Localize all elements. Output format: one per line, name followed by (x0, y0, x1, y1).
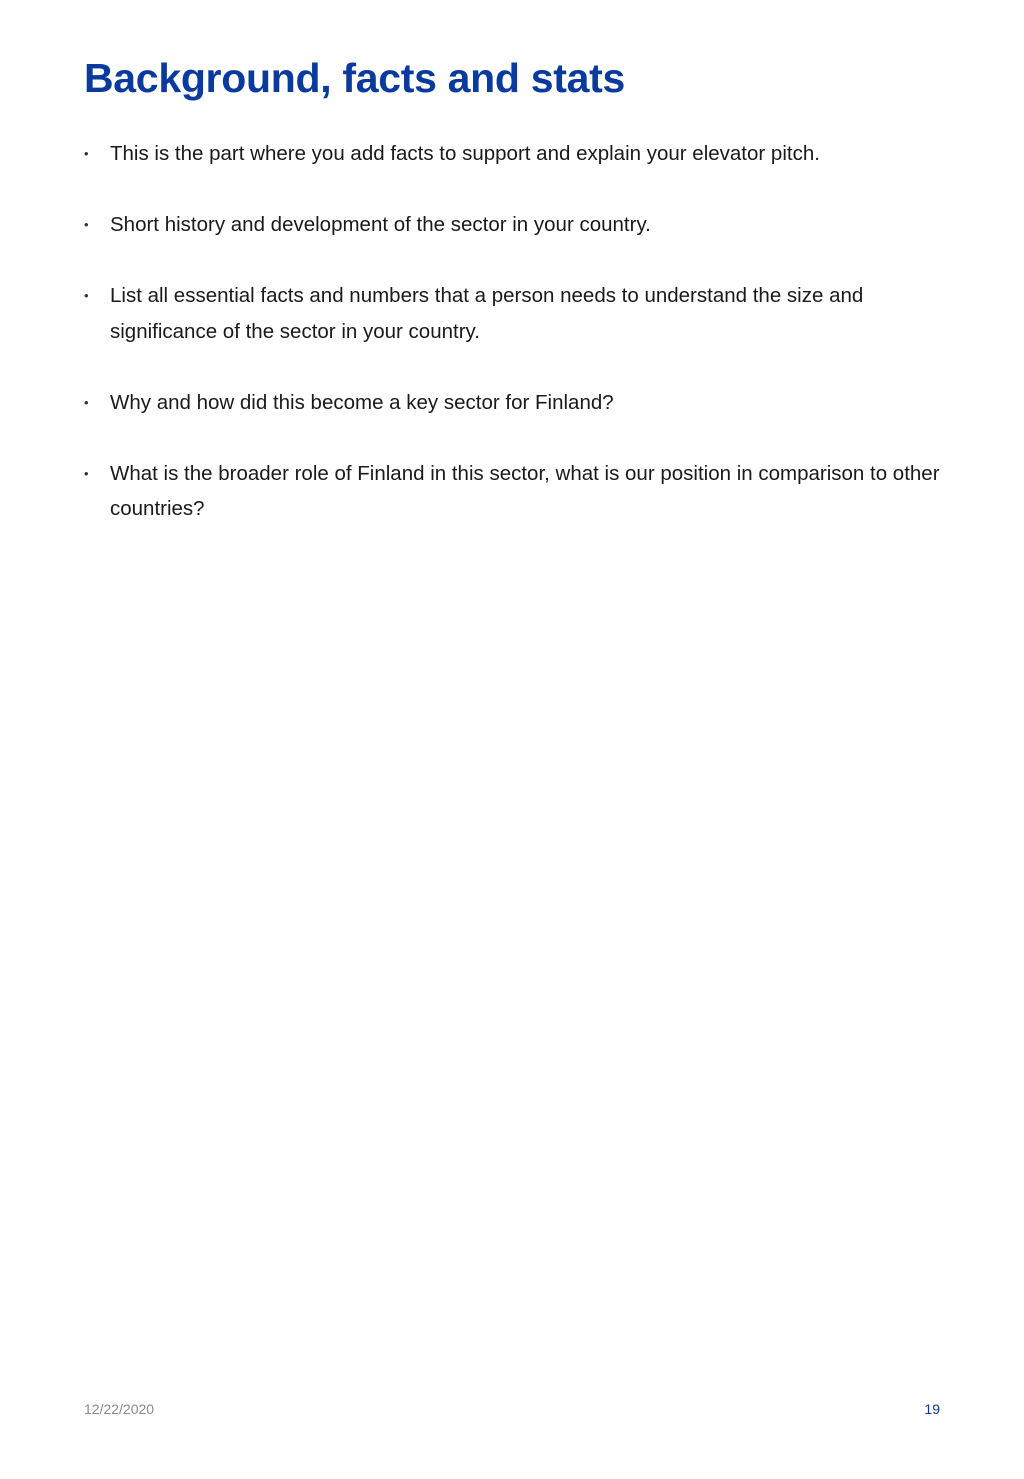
bullet-icon: • (84, 394, 89, 410)
list-item-text: Why and how did this become a key sector for Finland? (110, 390, 614, 414)
list-item-text: Short history and development of the sector in your country. (110, 213, 651, 236)
page-number: 19 (924, 1401, 940, 1417)
list-item-text: List all essential facts and numbers that a person needs to understand the size and significance of the sector in your country. (110, 284, 864, 343)
list-item (84, 278, 954, 349)
list-item (84, 136, 954, 172)
footer-date: 12/22/2020 (84, 1401, 155, 1417)
list-item-text: This is the part where you add facts to support and explain your elevator pitch. (110, 142, 820, 165)
bullet-icon: • (84, 288, 89, 303)
bullet-list (84, 136, 954, 562)
list-item (84, 456, 954, 527)
list-item (84, 385, 954, 421)
bullet-icon: • (84, 465, 89, 481)
page-title: Background, facts and stats (84, 55, 625, 101)
bullet-icon: • (84, 217, 89, 232)
bullet-icon: • (84, 146, 89, 161)
list-item (84, 207, 954, 243)
list-item-text: What is the broader role of Finland in this sector, what is our position in comparison to other countries? (110, 461, 940, 520)
